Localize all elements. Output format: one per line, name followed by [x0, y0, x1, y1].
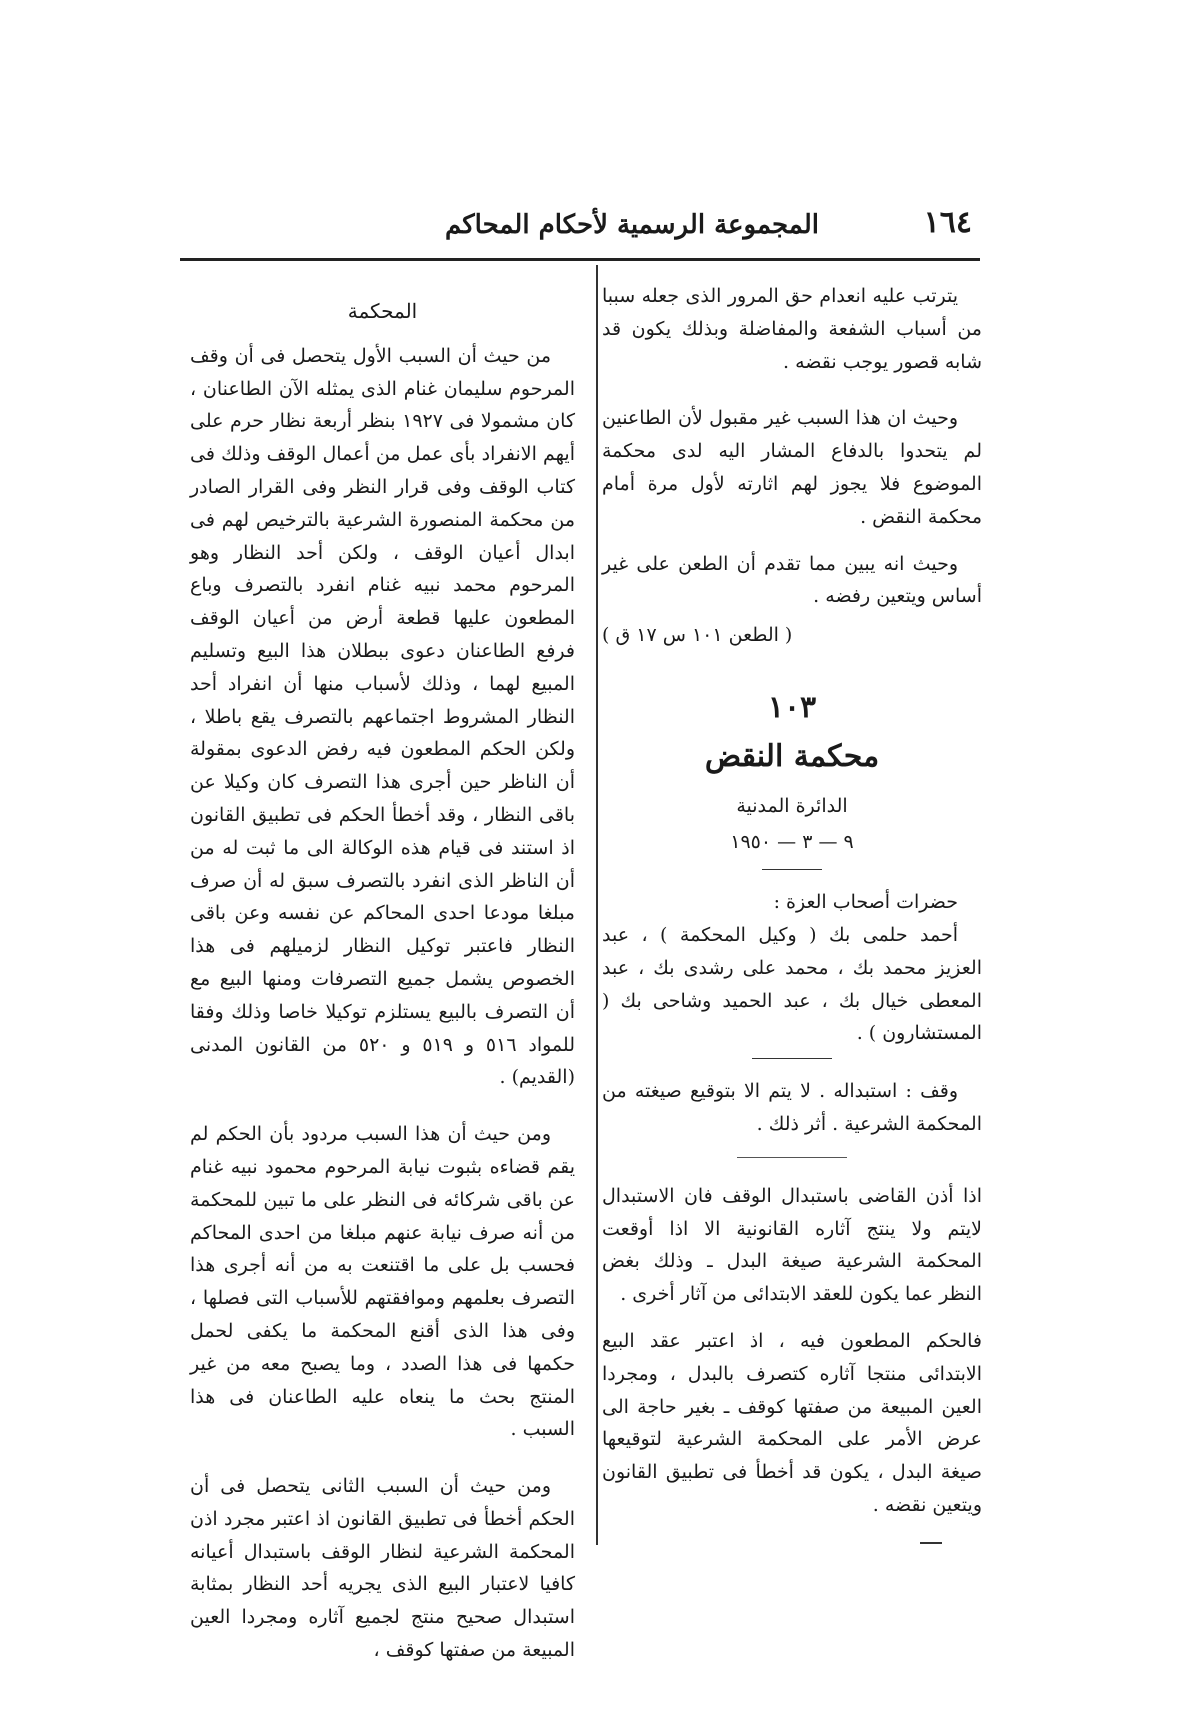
judges-list: أحمد حلمى بك ( وكيل المحكمة ) ، عبد العزيز محمد بك ، محمد على رشدى بك ، عبد المعطى خيال بك ، عبد الحميد وشاحى بك ( المستشارون ) . [602, 923, 982, 1045]
paragraph: ومن حيث أن هذا السبب مردود بأن الحكم لم يقم قضاءه بثبوت نيابة المرحوم محمود نبيه غنام عن باقى شركائه فى النظر على ما تبين للمحكمة من أنه صرف نيابة عنهم مبلغا من احدى المحاكم فحسب بل على ما اقتنعت به من أنه أجرى هذا التصرف بعلمهم وموافقتهم للأسباب التى فصلها ، وفى هذا الذى أقنع المحكمة ما يكفى لحمل حكمها فى هذا الصدد ، وما يصبح معه من غير المنتج بحث ما ينعاه عليه الطاعنان فى هذا السبب . [190, 1123, 575, 1441]
section-heading: المحكمة [347, 299, 418, 323]
court-name: محكمة النقض [704, 738, 880, 774]
header-rule [180, 258, 980, 261]
left-column [190, 295, 575, 1667]
attendance-label: حضرات أصحاب العزة : [773, 891, 958, 914]
divider [762, 869, 822, 870]
column-divider [596, 265, 598, 1545]
divider [737, 1157, 847, 1158]
paragraph: ومن حيث أن السبب الثانى يتحصل فى أن الحكم أخطأ فى تطبيق القانون اذ اعتبر مجرد اذن المحكمة الشرعية لنظار الوقف باستبدال أعيانه كافيا لاعتبار البيع الذى يجريه أحد النظار بمثابة استبدال صحيح منتج لجميع آثاره ومجردا العين المبيعة من صفتها كوقف ، [190, 1475, 575, 1662]
appeal-citation: ( الطعن ١٠١ س ١٧ ق ) [602, 624, 793, 647]
end-mark [920, 1542, 942, 1544]
summary-paragraph: اذا أذن القاضى باستبدال الوقف فان الاستبدال لايتم ولا ينتج آثاره القانونية الا اذا أوقعت المحكمة الشرعية صيغة البدل ـ وذلك بغض النظر عما يكون للعقد الابتدائى من آثار أخرى . [602, 1184, 982, 1306]
paragraph: وحيث انه يبين مما تقدم أن الطعن على غير أساس ويتعين رفضه . [602, 552, 982, 608]
chamber-name: الدائرة المدنية [736, 794, 848, 817]
legal-summary [602, 1180, 982, 1522]
summary-paragraph: فالحكم المطعون فيه ، اذ اعتبر عقد البيع الابتدائى منتجا آثاره كتصرف بالبدل ، ومجردا العين المبيعة من صفتها كوقف ـ بغير حاجة الى عرض الأمر على المحكمة الشرعية لتوقيعها صيغة البدل ، يكون قد أخطأ فى تطبيق القانون ويتعين نقضه . [602, 1329, 982, 1516]
right-column [602, 280, 982, 1522]
running-title: المجموعة الرسمية لأحكام المحاكم [445, 210, 819, 240]
case-number: ١٠٣ [767, 689, 817, 725]
divider [752, 1058, 832, 1059]
paragraph: يترتب عليه انعدام حق المرور الذى جعله سببا من أسباب الشفعة والمفاضلة وبذلك يكون قد شابه قصور يوجب نقضه . [602, 285, 982, 373]
page-number: ١٦٤ [923, 205, 972, 240]
paragraph: وحيث ان هذا السبب غير مقبول لأن الطاعنين لم يتحدوا بالدفاع المشار اليه لدى محكمة الموضوع فلا يجوز لهم اثارته لأول مرة أمام محكمة النقض . [602, 407, 982, 528]
paragraph: من حيث أن السبب الأول يتحصل فى أن وقف المرحوم سليمان غنام الذى يمثله الآن الطاعنان ، كان مشمولا فى ١٩٢٧ بنظر أربعة نظار حرم على أيهم الانفراد بأى عمل من أعمال الوقف وذلك فى كتاب الوقف وفى قرار النظر وفى القرار الصادر من محكمة المنصورة الشرعية بالترخيص لهم فى ابدال أعيان الوقف ، ولكن أحد النظار وهو المرحوم محمد نبيه غنام انفرد بالتصرف وباع المطعون عليها قطعة أرض من أعيان الوقف فرفع الطاعنان دعوى ببطلان هذا البيع وتسليم المبيع لهما ، وذلك لأسباب منها أن انفراد أحد النظار المشروط اجتماعهم بالتصرف يقع باطلا ، ولكن الحكم المطعون فيه رفض الدعوى بمقولة أن الناظر حين أجرى هذا التصرف كان وكيلا عن باقى النظار ، وقد أخطأ الحكم فى تطبيق القانون اذ استند فى قيام هذه الوكالة الى ما ثبت له من أن الناظر الذى انفرد بالتصرف سبق له أن صرف مبلغا مودعا احدى المحاكم عن نفسه وعن باقى النظار فاعتبر توكيل النظار لزميلهم فى هذا الخصوص يشمل جميع التصرفات ومنها البيع مع أن التصرف بالبيع يستلزم توكيلا خاصا وذلك وفقا للمواد ٥١٦ و ٥١٩ و ٥٢٠ من القانون المدنى (القديم) . [190, 344, 575, 1089]
session-date: ٩ — ٣ — ١٩٥٠ [730, 831, 854, 854]
keywords: وقف : استبداله . لا يتم الا بتوقيع صيغته من المحكمة الشرعية . أثر ذلك . [602, 1080, 982, 1135]
